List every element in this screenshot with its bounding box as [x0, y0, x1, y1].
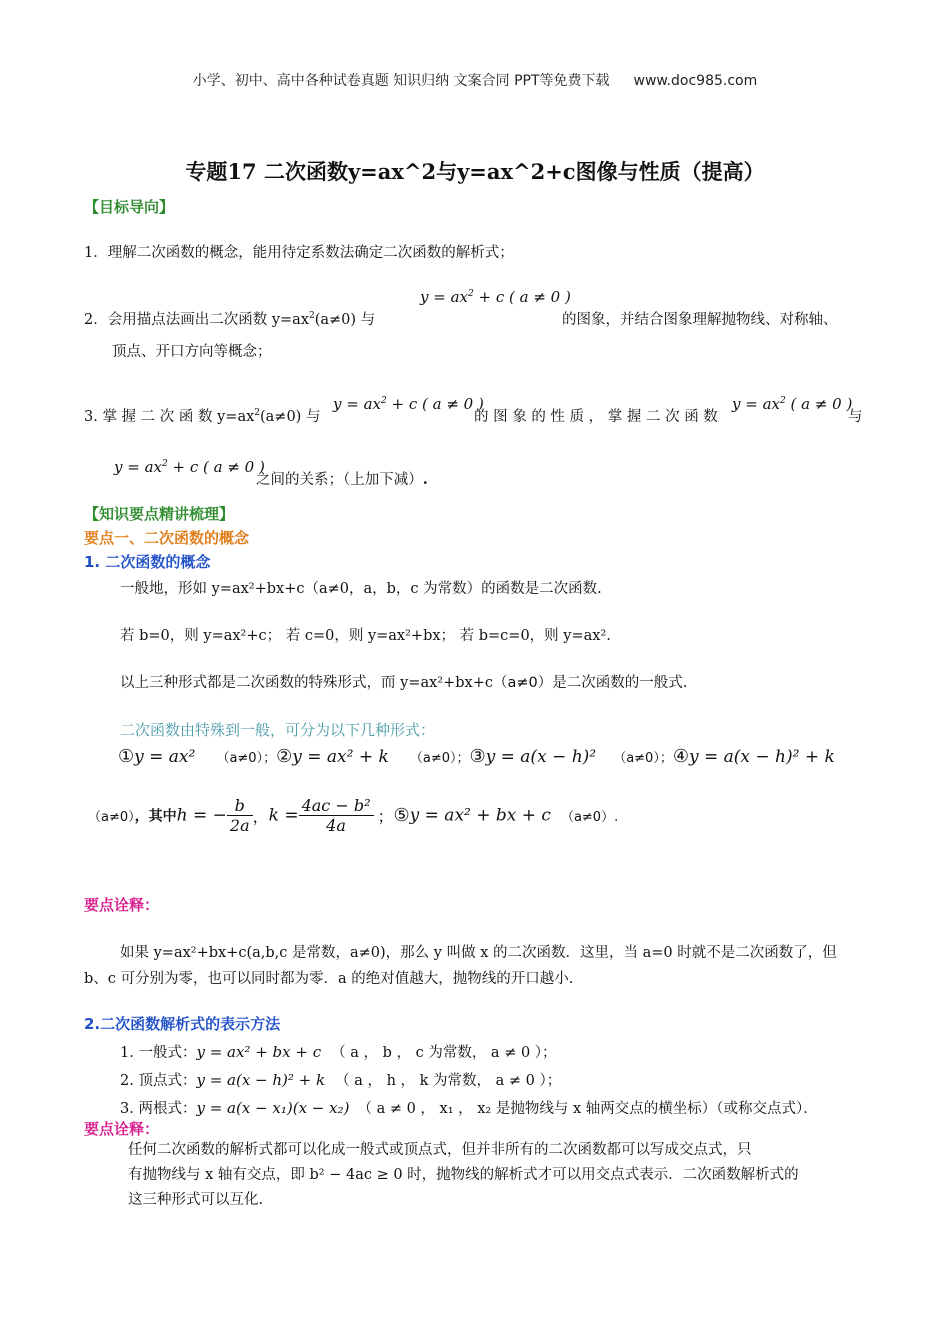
page-header	[0, 70, 950, 90]
goals-heading: 【目标导向】	[84, 198, 175, 216]
note-2-line-1: 任何二次函数的解析式都可以化成一般式或顶点式，但并非所有的二次函数都可以写成交点式，只	[128, 1142, 752, 1158]
goal-item-3-line-1: 3. 掌 握 二 次 函 数 $y=ax^2(a\ne 0)$ 与	[84, 408, 321, 425]
goal-item-2-line-1: 2．会用描点法画出二次函数 $y=ax^2(a\ne 0)$ 与	[84, 311, 376, 328]
sub-1-heading: 1. 二次函数的概念	[84, 553, 211, 571]
sub-2-heading: 2.二次函数解析式的表示方法	[84, 1015, 281, 1033]
point-1-heading: 要点一、二次函数的概念	[84, 529, 250, 547]
note-1-line-1: 如果 y=ax²+bx+c(a,b,c 是常数，a≠0)，那么 y 叫做 x 的二次函数．这里，当 a=0 时就不是二次函数了，但	[120, 945, 837, 961]
method-3: 3. 两根式：y = a(x − x₁)(x − x₂) （ a ≠ 0 ， x₁ ， x₂ 是抛物线与 x 轴两交点的横坐标）（或称交点式）．	[120, 1099, 818, 1117]
method-2: 2. 顶点式：y = a(x − h)² + k （ a ， h ， k 为常数， a ≠ 0 ）；	[120, 1071, 562, 1089]
method-1: 1. 一般式：y = ax² + bx + c （ a ， b ， c 为常数， a ≠ 0 ）；	[120, 1043, 557, 1061]
goal-item-3-text-3: 与	[848, 409, 863, 425]
note-1-line-2: b、c 可分别为零，也可以同时都为零．a 的绝对值越大，抛物线的开口越小.	[84, 971, 574, 987]
note-1-heading: 要点诠释：	[84, 896, 160, 914]
h-fraction: $\frac{b}{2a}$	[227, 796, 253, 835]
goal-item-2-suffix: 的图象，并结合图象理解抛物线、对称轴、	[562, 312, 838, 328]
goal-item-1: 1．理解二次函数的概念，能用待定系数法确定二次函数的解析式；	[84, 245, 514, 261]
header-url[interactable]: www.doc985.com	[633, 73, 758, 89]
goal-item-3-formula-1: $y = ax^2 + c$ ( a ≠ 0 )	[333, 395, 484, 413]
forms-intro: 二次函数由特殊到一般，可分为以下几种形式：	[120, 721, 436, 739]
concept-para-1: 一般地，形如 y=ax²+bx+c（a≠0，a，b，c 为常数）的函数是二次函数.	[120, 581, 602, 597]
knowledge-heading: 【知识要点精讲梳理】	[84, 505, 235, 523]
k-fraction: $\frac{\text{4ac − b²}}{4a}$	[299, 796, 374, 835]
goal-item-3-text-2: 的 图 象 的 性 质 ， 掌 握 二 次 函 数	[474, 409, 718, 425]
header-text: 小学、初中、高中各种试卷真题 知识归纳 文案合同 PPT等免费下载	[192, 73, 610, 89]
goal-item-2-formula: $y = ax^2 + c$ ( a ≠ 0 )	[420, 288, 571, 306]
note-2-line-2: 有抛物线与 x 轴有交点，即 b² − 4ac ≥ 0 时，抛物线的解析式才可以用交点式表示．二次函数解析式的	[128, 1167, 799, 1183]
page-title: 专题17 二次函数y=ax^2与y=ax^2+c图像与性质（提高）	[185, 159, 765, 184]
goal-item-3-line-2-formula: $y = ax^2 + c$ ( a ≠ 0 )	[114, 458, 265, 476]
goal-item-2-line-2: 顶点、开口方向等概念；	[112, 344, 272, 360]
forms-line-2: （a≠0），其中h = − $\frac{b}{2a}$ ，k = $\frac{\text{4ac − b²}}{4a}$ ；⑤y = ax² + bx + c （a≠0）.	[88, 796, 619, 835]
goal-item-3-formula-2: $y = ax^2$ ( a ≠ 0 )	[732, 395, 853, 413]
forms-line-1: ①y = ax² （a≠0）；②y = ax² + k （a≠0）；③y = a(x − h)² （a≠0）；④y = a(x − h)² + k	[118, 746, 835, 767]
note-2-heading: 要点诠释：	[84, 1120, 160, 1138]
goal-item-3-line-2-text: 之间的关系；（上加下减）.	[256, 471, 428, 488]
concept-para-2: 若 b=0，则 y=ax²+c； 若 c=0，则 y=ax²+bx； 若 b=c=0，则 y=ax².	[120, 628, 611, 644]
concept-para-3: 以上三种形式都是二次函数的特殊形式，而 y=ax²+bx+c（a≠0）是二次函数的一般式.	[120, 675, 688, 691]
note-2-line-3: 这三种形式可以互化.	[128, 1192, 264, 1208]
